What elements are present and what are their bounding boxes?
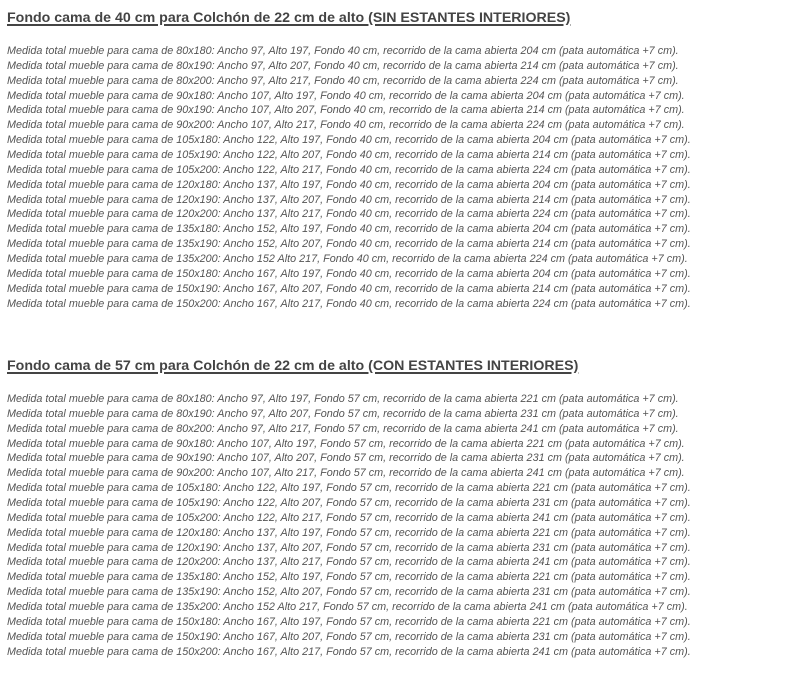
measurement-line: Medida total mueble para cama de 135x180: Ancho 152, Alto 197, Fondo 57 cm, recorrido de la cama abierta 221 cm (pata automática +7 cm). xyxy=(7,571,691,584)
measurement-line: Medida total mueble para cama de 80x200: Ancho 97, Alto 217, Fondo 57 cm, recorrido de la cama abierta 241 cm (pata automática +7 cm). xyxy=(7,422,679,435)
measurement-line: Medida total mueble para cama de 150x200: Ancho 167, Alto 217, Fondo 57 cm, recorrido de la cama abierta 241 cm (pata automática +7 cm). xyxy=(7,645,691,658)
measurement-line: Medida total mueble para cama de 105x200: Ancho 122, Alto 217, Fondo 57 cm, recorrido de la cama abierta 241 cm (pata automática +7 cm). xyxy=(7,511,691,524)
measurement-line: Medida total mueble para cama de 90x200: Ancho 107, Alto 217, Fondo 40 cm, recorrido de la cama abierta 224 cm (pata automática +7 cm). xyxy=(7,119,685,132)
section-heading: Fondo cama de 40 cm para Colchón de 22 cm de alto (SIN ESTANTES INTERIORES) xyxy=(7,10,571,26)
measurement-line: Medida total mueble para cama de 135x200: Ancho 152 Alto 217, Fondo 40 cm, recorrido de la cama abierta 224 cm (pata automática +7 cm). xyxy=(7,253,688,266)
measurement-line: Medida total mueble para cama de 80x190: Ancho 97, Alto 207, Fondo 57 cm, recorrido de la cama abierta 231 cm (pata automática +7 cm). xyxy=(7,407,679,420)
measurement-line: Medida total mueble para cama de 90x200: Ancho 107, Alto 217, Fondo 57 cm, recorrido de la cama abierta 241 cm (pata automática +7 cm). xyxy=(7,467,685,480)
measurement-line: Medida total mueble para cama de 150x180: Ancho 167, Alto 197, Fondo 57 cm, recorrido de la cama abierta 221 cm (pata automática +7 cm). xyxy=(7,615,691,628)
measurements-list xyxy=(7,44,691,311)
section-con-estantes xyxy=(7,358,691,659)
measurement-line: Medida total mueble para cama de 120x180: Ancho 137, Alto 197, Fondo 57 cm, recorrido de la cama abierta 221 cm (pata automática +7 cm). xyxy=(7,526,691,539)
measurement-line: Medida total mueble para cama de 80x190: Ancho 97, Alto 207, Fondo 40 cm, recorrido de la cama abierta 214 cm (pata automática +7 cm). xyxy=(7,59,679,72)
section-heading: Fondo cama de 57 cm para Colchón de 22 cm de alto (CON ESTANTES INTERIORES) xyxy=(7,358,579,374)
measurement-line: Medida total mueble para cama de 105x190: Ancho 122, Alto 207, Fondo 40 cm, recorrido de la cama abierta 214 cm (pata automática +7 cm). xyxy=(7,149,691,162)
measurement-line: Medida total mueble para cama de 135x190: Ancho 152, Alto 207, Fondo 57 cm, recorrido de la cama abierta 231 cm (pata automática +7 cm). xyxy=(7,586,691,599)
section-sin-estantes xyxy=(7,10,691,311)
measurement-line: Medida total mueble para cama de 105x200: Ancho 122, Alto 217, Fondo 40 cm, recorrido de la cama abierta 224 cm (pata automática +7 cm). xyxy=(7,163,691,176)
measurement-line: Medida total mueble para cama de 80x180: Ancho 97, Alto 197, Fondo 40 cm, recorrido de la cama abierta 204 cm (pata automática +7 cm). xyxy=(7,45,679,57)
measurement-line: Medida total mueble para cama de 80x180: Ancho 97, Alto 197, Fondo 57 cm, recorrido de la cama abierta 221 cm (pata automática +7 cm). xyxy=(7,393,679,405)
measurement-line: Medida total mueble para cama de 120x180: Ancho 137, Alto 197, Fondo 40 cm, recorrido de la cama abierta 204 cm (pata automática +7 cm). xyxy=(7,178,691,191)
measurement-line: Medida total mueble para cama de 105x180: Ancho 122, Alto 197, Fondo 40 cm, recorrido de la cama abierta 204 cm (pata automática +7 cm). xyxy=(7,134,691,147)
measurement-line: Medida total mueble para cama de 120x200: Ancho 137, Alto 217, Fondo 57 cm, recorrido de la cama abierta 241 cm (pata automática +7 cm). xyxy=(7,556,691,569)
measurement-line: Medida total mueble para cama de 90x180: Ancho 107, Alto 197, Fondo 40 cm, recorrido de la cama abierta 204 cm (pata automática +7 cm). xyxy=(7,89,685,102)
measurement-line: Medida total mueble para cama de 135x180: Ancho 152, Alto 197, Fondo 40 cm, recorrido de la cama abierta 204 cm (pata automática +7 cm). xyxy=(7,223,691,236)
measurement-line: Medida total mueble para cama de 120x200: Ancho 137, Alto 217, Fondo 40 cm, recorrido de la cama abierta 224 cm (pata automática +7 cm). xyxy=(7,208,691,221)
measurement-line: Medida total mueble para cama de 150x200: Ancho 167, Alto 217, Fondo 40 cm, recorrido de la cama abierta 224 cm (pata automática +7 cm). xyxy=(7,297,691,310)
measurement-line: Medida total mueble para cama de 90x180: Ancho 107, Alto 197, Fondo 57 cm, recorrido de la cama abierta 221 cm (pata automática +7 cm). xyxy=(7,437,685,450)
measurement-line: Medida total mueble para cama de 80x200: Ancho 97, Alto 217, Fondo 40 cm, recorrido de la cama abierta 224 cm (pata automática +7 cm). xyxy=(7,74,679,87)
measurement-line: Medida total mueble para cama de 135x200: Ancho 152 Alto 217, Fondo 57 cm, recorrido de la cama abierta 241 cm (pata automática +7 cm). xyxy=(7,601,688,614)
measurement-line: Medida total mueble para cama de 105x190: Ancho 122, Alto 207, Fondo 57 cm, recorrido de la cama abierta 231 cm (pata automática +7 cm). xyxy=(7,497,691,510)
measurement-line: Medida total mueble para cama de 150x180: Ancho 167, Alto 197, Fondo 40 cm, recorrido de la cama abierta 204 cm (pata automática +7 cm). xyxy=(7,267,691,280)
measurement-line: Medida total mueble para cama de 135x190: Ancho 152, Alto 207, Fondo 40 cm, recorrido de la cama abierta 214 cm (pata automática +7 cm). xyxy=(7,238,691,251)
measurement-line: Medida total mueble para cama de 105x180: Ancho 122, Alto 197, Fondo 57 cm, recorrido de la cama abierta 221 cm (pata automática +7 cm). xyxy=(7,482,691,495)
measurement-line: Medida total mueble para cama de 150x190: Ancho 167, Alto 207, Fondo 40 cm, recorrido de la cama abierta 214 cm (pata automática +7 cm). xyxy=(7,282,691,295)
measurement-line: Medida total mueble para cama de 120x190: Ancho 137, Alto 207, Fondo 57 cm, recorrido de la cama abierta 231 cm (pata automática +7 cm). xyxy=(7,541,691,554)
measurement-line: Medida total mueble para cama de 90x190: Ancho 107, Alto 207, Fondo 40 cm, recorrido de la cama abierta 214 cm (pata automática +7 cm). xyxy=(7,104,685,117)
measurement-line: Medida total mueble para cama de 120x190: Ancho 137, Alto 207, Fondo 40 cm, recorrido de la cama abierta 214 cm (pata automática +7 cm). xyxy=(7,193,691,206)
measurement-line: Medida total mueble para cama de 150x190: Ancho 167, Alto 207, Fondo 57 cm, recorrido de la cama abierta 231 cm (pata automática +7 cm). xyxy=(7,630,691,643)
measurements-list xyxy=(7,392,691,659)
measurement-line: Medida total mueble para cama de 90x190: Ancho 107, Alto 207, Fondo 57 cm, recorrido de la cama abierta 231 cm (pata automática +7 cm). xyxy=(7,452,685,465)
